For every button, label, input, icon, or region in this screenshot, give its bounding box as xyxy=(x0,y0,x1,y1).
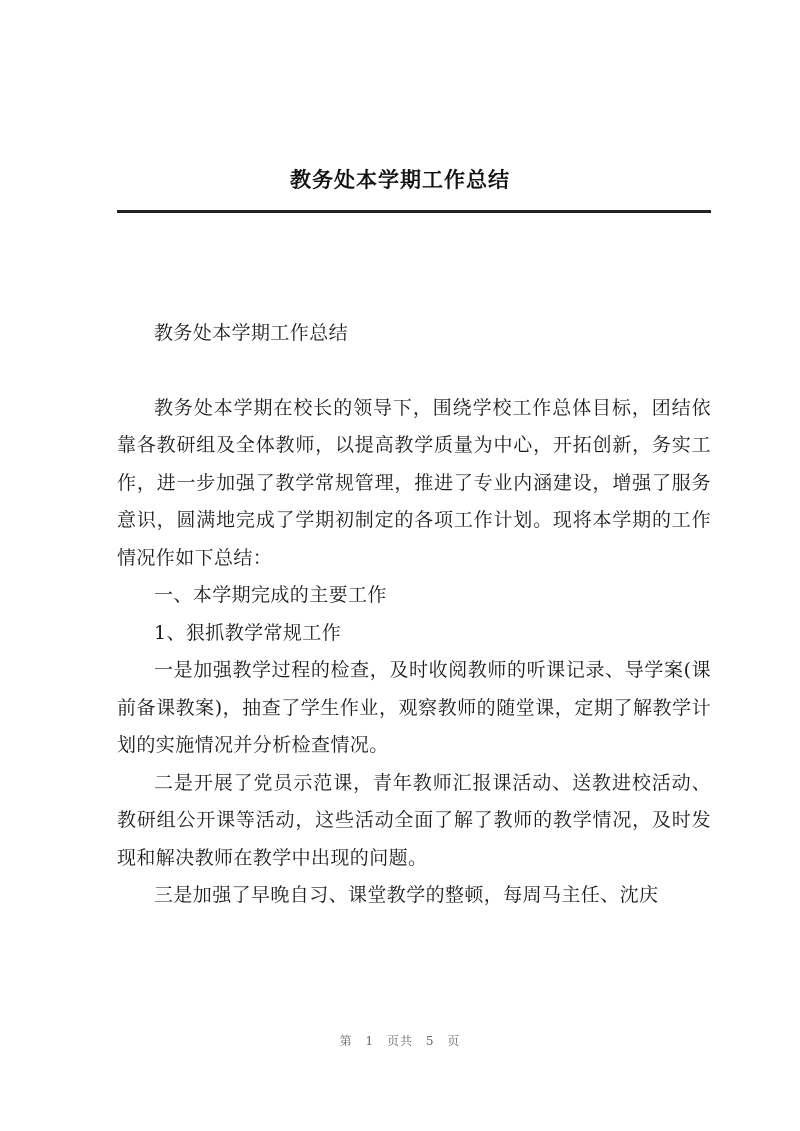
document-body xyxy=(117,315,711,915)
paragraph-item-3: 三是加强了早晚自习、课堂教学的整顿，每周马主任、沈庆 xyxy=(154,884,659,906)
footer-total-pages: 5 xyxy=(425,1034,435,1048)
footer-middle: 页共 xyxy=(386,1034,413,1048)
paragraph-item-1: 一是加强教学过程的检查，及时收阅教师的听课记录、导学案(课前备课教案)，抽查了学生作业，观察教师的随堂课，定期了解教学计划的实施情况并分析检查情况。 xyxy=(117,659,711,756)
paragraph-intro: 教务处本学期在校长的领导下，围绕学校工作总体目标，团结依靠各教研组及全体教师，以提高教学质量为中心，开拓创新，务实工作，进一步加强了教学常规管理，推进了专业内涵建设，增强了服务意识，圆满地完成了学期初制定的各项工作计划。现将本学期的工作情况作如下总结： xyxy=(117,396,711,569)
document-title: 教务处本学期工作总结 xyxy=(154,322,349,344)
page-header-title: 教务处本学期工作总结 xyxy=(290,168,510,192)
paragraph-item-2: 二是开展了党员示范课，青年教师汇报课活动、送教进校活动、教研组公开课等活动，这些活动全面了解了教师的教学情况，及时发现和解决教师在教学中出现的问题。 xyxy=(117,771,711,869)
page-footer xyxy=(0,1032,800,1049)
header-divider xyxy=(117,210,711,213)
footer-suffix: 页 xyxy=(447,1034,461,1048)
section-heading: 一、本学期完成的主要工作 xyxy=(154,584,387,606)
subsection-heading: 1、狠抓教学常规工作 xyxy=(154,621,342,644)
footer-page-number: 1 xyxy=(365,1034,375,1048)
footer-prefix: 第 xyxy=(339,1034,353,1048)
